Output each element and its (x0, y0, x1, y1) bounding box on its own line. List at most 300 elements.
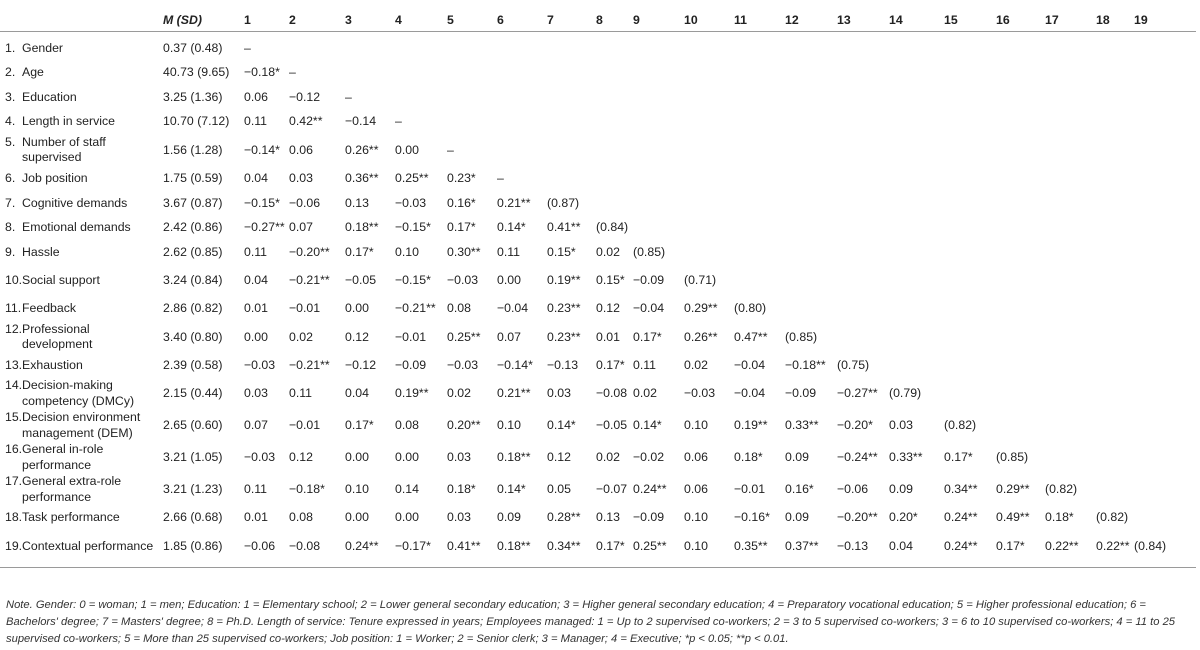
row-number: 16. (5, 442, 23, 457)
variable-name: Age (22, 65, 44, 80)
correlation-cell: (0.71) (684, 273, 717, 287)
correlation-cell: (0.84) (596, 220, 629, 235)
correlation-cell: 0.14* (547, 418, 576, 433)
row-label (0, 474, 163, 506)
correlation-cell (1045, 216, 1096, 241)
correlation-cell (497, 110, 547, 135)
correlation-cell: 0.02 (596, 450, 620, 465)
correlation-cell: 0.17* (633, 329, 662, 344)
table-row (0, 321, 1196, 353)
row-number: 7. (5, 195, 16, 210)
correlation-cell: 0.13 (596, 510, 620, 525)
correlation-cell: 0.12 (289, 450, 313, 465)
correlation-cell (1134, 216, 1196, 241)
correlation-cell (395, 85, 447, 110)
correlation-cell: −0.21** (289, 273, 330, 287)
mean-sd-cell: 3.67 (0.87) (163, 195, 223, 210)
correlation-cell: 0.03 (289, 170, 313, 185)
variable-name: Contextual performance (22, 538, 154, 553)
row-label (0, 32, 163, 61)
correlation-cell (889, 353, 944, 378)
correlation-cell: (0.87) (547, 195, 580, 210)
variable-name: Number of staff supervised (22, 134, 106, 165)
correlation-cell: 0.00 (497, 273, 521, 287)
correlation-cell (785, 61, 837, 86)
correlation-cell: 0.21** (497, 195, 531, 210)
correlation-cell: 0.18** (345, 220, 379, 235)
correlation-cell: 0.36** (345, 170, 379, 185)
correlation-cell (889, 321, 944, 353)
correlation-cell: 0.14* (497, 220, 526, 235)
correlation-cell (1096, 166, 1134, 191)
correlation-cell (734, 134, 785, 166)
correlation-cell: 0.12 (596, 301, 620, 316)
correlation-cell: 0.13 (345, 195, 369, 210)
correlation-cell: −0.20** (837, 510, 878, 525)
correlation-cell (1134, 240, 1196, 265)
correlation-cell (837, 191, 889, 216)
correlation-cell (547, 134, 596, 166)
correlation-cell: – (289, 65, 296, 80)
header-col-19: 19 (1134, 13, 1148, 27)
correlation-cell: −0.09 (395, 357, 427, 372)
correlation-cell: 0.11 (244, 114, 268, 129)
correlation-cell: 0.33** (889, 450, 923, 465)
correlation-cell: −0.18* (289, 482, 325, 497)
correlation-cell: 0.07 (497, 329, 521, 344)
correlation-cell (1045, 321, 1096, 353)
table-row (0, 442, 1196, 474)
correlation-cell: 0.25** (633, 538, 667, 553)
correlation-cell (734, 85, 785, 110)
correlation-cell: −0.20** (289, 244, 330, 259)
correlation-cell (785, 85, 837, 110)
correlation-cell: 0.30** (447, 244, 481, 259)
variable-name: Hassle (22, 244, 60, 259)
mean-sd-cell: 40.73 (9.65) (163, 65, 230, 80)
correlation-cell (1096, 410, 1134, 442)
correlation-cell: 0.08 (395, 418, 419, 433)
correlation-cell (944, 134, 996, 166)
correlation-cell: 0.22** (1045, 538, 1079, 553)
correlation-cell: −0.09 (785, 386, 817, 401)
correlation-cell: 0.17* (345, 244, 374, 259)
correlation-cell (734, 61, 785, 86)
correlation-cell: 0.01 (244, 301, 268, 316)
correlation-cell (1045, 410, 1096, 442)
variable-name: Decision-making competency (DMCy) (22, 378, 135, 408)
row-number: 17. (5, 474, 23, 489)
correlation-cell: 0.00 (395, 450, 419, 465)
variable-name: Length in service (22, 114, 115, 129)
correlation-cell (1134, 134, 1196, 166)
correlation-cell (785, 240, 837, 265)
correlation-cell (785, 134, 837, 166)
correlation-cell (944, 265, 996, 297)
correlation-cell (1134, 61, 1196, 86)
correlation-cell (1096, 378, 1134, 410)
table-row (0, 474, 1196, 506)
correlation-cell: 0.35** (734, 538, 768, 553)
correlation-cell (889, 85, 944, 110)
correlation-cell: – (497, 170, 504, 185)
correlation-cell (734, 240, 785, 265)
correlation-cell: 0.24** (345, 538, 379, 553)
correlation-cell: 0.10 (345, 482, 369, 497)
correlation-cell: −0.15* (244, 195, 280, 210)
correlation-cell (547, 110, 596, 135)
correlation-cell (345, 61, 395, 86)
correlation-cell: −0.27** (837, 386, 878, 401)
table-row (0, 240, 1196, 265)
correlation-cell (837, 61, 889, 86)
correlation-cell: 0.02 (289, 329, 313, 344)
correlation-cell (345, 32, 395, 61)
correlation-cell (734, 110, 785, 135)
correlation-cell: 0.15* (547, 244, 576, 259)
correlation-cell (596, 85, 633, 110)
correlation-cell: 0.10 (684, 510, 708, 525)
correlation-cell: −0.12 (289, 89, 321, 104)
correlation-cell: 0.29** (684, 301, 718, 316)
correlation-cell (1045, 191, 1096, 216)
correlation-cell: −0.18* (244, 65, 280, 80)
correlation-cell (889, 110, 944, 135)
correlation-cell (1134, 474, 1196, 506)
correlation-cell: 0.21** (497, 386, 531, 401)
correlation-cell (837, 240, 889, 265)
correlation-cell (996, 85, 1045, 110)
correlation-cell: (0.80) (734, 301, 767, 316)
row-number: 6. (5, 170, 16, 185)
correlation-cell: 0.10 (395, 244, 419, 259)
correlation-cell: 0.19** (547, 273, 581, 287)
correlation-cell: −0.18** (785, 357, 826, 372)
correlation-cell (785, 191, 837, 216)
correlation-cell (1045, 166, 1096, 191)
correlation-cell: (0.79) (889, 386, 922, 401)
correlation-cell (996, 32, 1045, 61)
correlation-cell: −0.07 (596, 482, 628, 497)
correlation-cell (1096, 191, 1134, 216)
correlation-cell: −0.01 (289, 301, 321, 316)
header-col-16: 16 (996, 13, 1010, 27)
correlation-cell (1096, 297, 1134, 322)
table-row (0, 85, 1196, 110)
correlation-cell: 0.14* (633, 418, 662, 433)
table-row (0, 353, 1196, 378)
correlation-cell: 0.02 (633, 386, 657, 401)
correlation-cell (996, 134, 1045, 166)
correlation-cell (1096, 61, 1134, 86)
row-number: 13. (5, 357, 23, 372)
correlation-cell: 0.09 (497, 510, 521, 525)
correlation-cell (944, 85, 996, 110)
correlation-cell (684, 216, 734, 241)
correlation-cell (889, 297, 944, 322)
correlation-cell: 0.25** (395, 170, 429, 185)
header-col-8: 8 (596, 13, 603, 27)
correlation-cell (684, 32, 734, 61)
correlation-cell (684, 166, 734, 191)
correlation-cell (944, 166, 996, 191)
correlation-cell (547, 61, 596, 86)
mean-sd-cell: 1.85 (0.86) (163, 538, 223, 553)
correlation-cell: −0.08 (289, 538, 321, 553)
correlation-cell (1134, 321, 1196, 353)
row-number: 18. (5, 510, 23, 525)
correlation-cell: 0.00 (345, 510, 369, 525)
correlation-cell (996, 61, 1045, 86)
correlation-cell (996, 410, 1045, 442)
correlation-cell: −0.06 (244, 538, 276, 553)
correlation-cell: −0.15* (395, 220, 431, 235)
mean-sd-cell: 2.62 (0.85) (163, 244, 223, 259)
row-label (0, 265, 163, 297)
header-col-13: 13 (837, 13, 851, 27)
header-col-18: 18 (1096, 13, 1110, 27)
header-blank (0, 9, 163, 32)
mean-sd-cell: 2.86 (0.82) (163, 301, 223, 316)
header-col-12: 12 (785, 13, 799, 27)
table-row (0, 531, 1196, 568)
correlation-cell (633, 134, 684, 166)
correlation-cell: – (244, 40, 251, 55)
row-label (0, 166, 163, 191)
correlation-cell: 0.12 (345, 329, 369, 344)
table-row (0, 134, 1196, 166)
variable-name: Job position (22, 170, 88, 185)
correlation-cell: (0.82) (1096, 510, 1129, 525)
mean-sd-cell: 10.70 (7.12) (163, 114, 230, 129)
correlation-cell (837, 110, 889, 135)
mean-sd-cell: 2.39 (0.58) (163, 357, 223, 372)
correlation-cell: 0.04 (244, 273, 268, 287)
correlation-cell: −0.06 (837, 482, 869, 497)
header-row (0, 9, 1196, 32)
row-number: 14. (5, 378, 23, 393)
correlation-cell (447, 61, 497, 86)
table-body (0, 32, 1196, 568)
correlation-cell (996, 110, 1045, 135)
correlation-cell: 0.41** (447, 538, 481, 553)
correlation-cell: 0.22** (1096, 538, 1130, 553)
correlation-cell (596, 61, 633, 86)
correlation-cell (1134, 353, 1196, 378)
variable-name: Professional development (22, 321, 93, 352)
correlation-cell (684, 134, 734, 166)
correlation-cell (633, 61, 684, 86)
correlation-cell (547, 166, 596, 191)
correlation-cell (1096, 216, 1134, 241)
correlation-cell (785, 297, 837, 322)
header-col-5: 5 (447, 13, 454, 27)
correlation-cell: −0.03 (447, 357, 479, 372)
variable-name: Task performance (22, 510, 120, 525)
correlation-cell: −0.03 (684, 386, 716, 401)
row-label (0, 321, 163, 353)
correlation-cell: −0.01 (289, 418, 321, 433)
correlation-cell (785, 110, 837, 135)
correlation-cell: −0.06 (289, 195, 321, 210)
mean-sd-cell: 3.40 (0.80) (163, 329, 223, 344)
correlation-cell (996, 240, 1045, 265)
row-number: 8. (5, 220, 16, 235)
correlation-cell (837, 85, 889, 110)
correlation-cell (395, 61, 447, 86)
correlation-cell: 0.23** (547, 329, 581, 344)
row-label (0, 216, 163, 241)
correlation-cell: 0.08 (447, 301, 471, 316)
correlation-cell (837, 166, 889, 191)
correlation-cell (497, 61, 547, 86)
mean-sd-cell: 1.56 (1.28) (163, 142, 223, 157)
correlation-cell: 0.09 (889, 482, 913, 497)
header-msd: M (SD) (163, 13, 202, 27)
correlation-cell: 0.15* (596, 273, 625, 287)
correlation-cell (1134, 265, 1196, 297)
correlation-cell: 0.17* (996, 538, 1025, 553)
header-col-17: 17 (1045, 13, 1059, 27)
correlation-cell (684, 240, 734, 265)
correlation-cell (837, 32, 889, 61)
correlation-cell: 0.33** (785, 418, 819, 433)
correlation-cell: (0.82) (944, 418, 977, 433)
correlation-cell (596, 32, 633, 61)
correlation-cell (837, 297, 889, 322)
correlation-cell: (0.75) (837, 357, 870, 372)
correlation-cell (596, 166, 633, 191)
correlation-cell (1096, 321, 1134, 353)
header-col-11: 11 (734, 13, 747, 27)
correlation-cell: 0.18* (1045, 510, 1074, 525)
correlation-cell (944, 297, 996, 322)
correlation-cell: −0.01 (734, 482, 766, 497)
correlation-cell: 0.28** (547, 510, 581, 525)
correlation-cell (889, 265, 944, 297)
correlation-cell (1134, 85, 1196, 110)
correlation-cell (547, 32, 596, 61)
correlation-cell (944, 32, 996, 61)
mean-sd-cell: 2.42 (0.86) (163, 220, 223, 235)
correlation-cell: 0.24** (633, 482, 667, 497)
correlation-cell: −0.16* (734, 510, 770, 525)
correlation-cell (1096, 134, 1134, 166)
header-col-15: 15 (944, 13, 958, 27)
correlation-cell: 0.04 (244, 170, 268, 185)
table-row (0, 191, 1196, 216)
table-note: Note. Gender: 0 = woman; 1 = men; Education: 1 = Elementary school; 2 = Lower general secondary education; 3 = Higher general secondary education; 4 = Preparatory vocational education; 5 = Higher professional education; 6 = Bachelors' degree; 7 = Masters' degree; 8 = Ph.D. Length of service: Tenure expressed in years; Employees managed: 1 = Up to 2 supervised co-workers; 2 = 3 to 5 supervised co-workers; 3 = 6 to 10 supervised co-workers; 4 = 11 to 25 supervised co-workers; 5 = More than 25 supervised co-workers; Job position: 1 = Worker; 2 = Senior clerk; 3 = Manager; 4 = Executive; *p < 0.05; **p < 0.01. (6, 599, 1176, 645)
correlation-cell: 0.04 (345, 386, 369, 401)
correlation-cell (1045, 85, 1096, 110)
correlation-cell: 0.03 (547, 386, 571, 401)
correlation-table (0, 9, 1196, 568)
correlation-cell (497, 85, 547, 110)
mean-sd-cell: 3.21 (1.23) (163, 482, 223, 497)
variable-name: Education (22, 89, 77, 104)
correlation-cell: 0.11 (244, 482, 268, 497)
correlation-cell: 0.06 (244, 89, 268, 104)
correlation-cell (996, 191, 1045, 216)
row-number: 5. (5, 134, 16, 149)
correlation-cell (1045, 110, 1096, 135)
correlation-cell: −0.14 (345, 114, 377, 129)
row-number: 2. (5, 65, 16, 80)
correlation-cell (447, 32, 497, 61)
correlation-cell: 0.07 (289, 220, 313, 235)
correlation-cell: 0.17* (944, 450, 973, 465)
correlation-cell (1045, 240, 1096, 265)
correlation-cell (633, 110, 684, 135)
correlation-cell (1096, 85, 1134, 110)
correlation-cell: 0.17* (596, 538, 625, 553)
row-label (0, 240, 163, 265)
correlation-cell (1045, 442, 1096, 474)
correlation-cell: 0.00 (244, 329, 268, 344)
row-label (0, 85, 163, 110)
correlation-cell (944, 191, 996, 216)
correlation-cell: 0.47** (734, 329, 768, 344)
correlation-cell (944, 240, 996, 265)
table-row (0, 506, 1196, 531)
table-row (0, 32, 1196, 61)
correlation-cell: 0.41** (547, 220, 581, 235)
correlation-cell (996, 216, 1045, 241)
correlation-cell: 0.42** (289, 114, 323, 129)
header-col-4: 4 (395, 13, 402, 27)
correlation-cell: 0.06 (684, 450, 708, 465)
correlation-cell: −0.04 (497, 301, 529, 316)
correlation-cell (1134, 506, 1196, 531)
correlation-cell (447, 110, 497, 135)
correlation-cell: 0.02 (596, 244, 620, 259)
correlation-cell (1134, 442, 1196, 474)
row-label (0, 410, 163, 442)
correlation-cell (684, 110, 734, 135)
mean-sd-cell: 2.15 (0.44) (163, 386, 223, 401)
correlation-cell: 0.19** (395, 386, 429, 401)
correlation-cell (447, 85, 497, 110)
row-number: 10. (5, 273, 23, 287)
correlation-cell (395, 32, 447, 61)
correlation-cell: 0.00 (395, 510, 419, 525)
correlation-cell: −0.27** (244, 220, 285, 235)
correlation-cell: 0.09 (785, 450, 809, 465)
variable-name: Decision environment management (DEM) (22, 410, 141, 440)
correlation-cell (497, 32, 547, 61)
correlation-cell (785, 265, 837, 297)
correlation-cell: 0.14 (395, 482, 419, 497)
correlation-cell (633, 216, 684, 241)
correlation-cell (1134, 32, 1196, 61)
correlation-cell: – (345, 89, 352, 104)
row-label (0, 442, 163, 474)
row-number: 9. (5, 244, 16, 259)
row-number: 19. (5, 538, 23, 553)
table-row (0, 110, 1196, 135)
correlation-cell (734, 191, 785, 216)
correlation-cell (684, 61, 734, 86)
correlation-cell (785, 166, 837, 191)
correlation-cell: 0.06 (289, 142, 313, 157)
correlation-cell: −0.02 (633, 450, 665, 465)
correlation-cell (734, 166, 785, 191)
correlation-cell (889, 191, 944, 216)
correlation-cell (1134, 410, 1196, 442)
correlation-cell: 0.18** (497, 538, 531, 553)
correlation-cell (944, 61, 996, 86)
correlation-cell: −0.14* (497, 357, 533, 372)
